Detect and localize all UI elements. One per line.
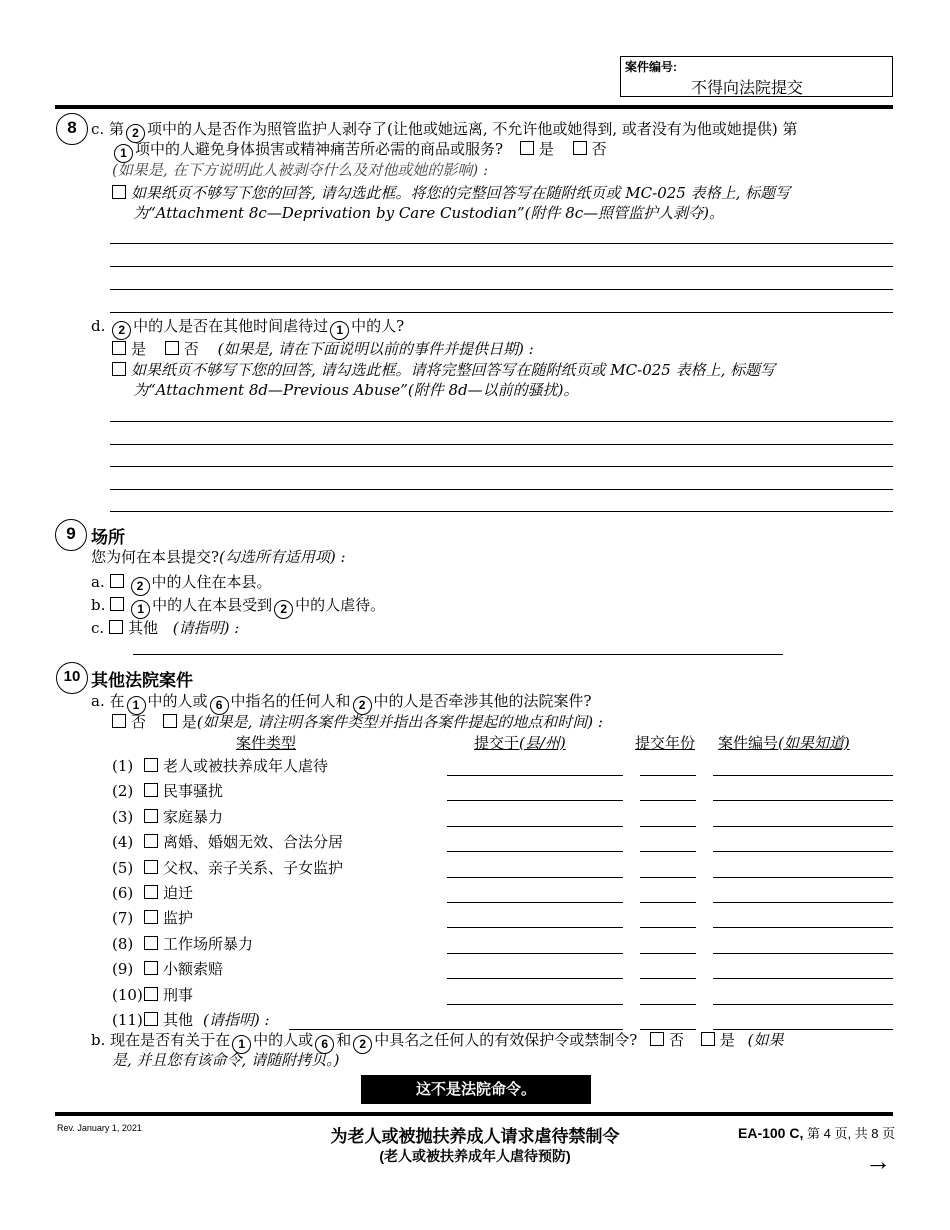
8c-answer-line[interactable] — [110, 312, 893, 313]
case-number-field[interactable] — [713, 953, 893, 954]
10b-no-checkbox[interactable] — [650, 1032, 664, 1046]
top-rule — [55, 105, 893, 109]
ref-1: 1 — [330, 321, 349, 340]
case-number-field[interactable] — [713, 826, 893, 827]
case-row-checkbox[interactable] — [144, 1012, 158, 1026]
case-year-field[interactable] — [640, 826, 696, 827]
col-header-case-type: 案件类型 — [236, 734, 297, 752]
form-id: EA-100 C, 第 4 页, 共 8 页 — [738, 1125, 896, 1141]
8d-answer-line[interactable] — [110, 444, 893, 445]
case-year-field[interactable] — [640, 877, 696, 878]
case-number-field[interactable] — [713, 1004, 893, 1005]
9b-checkbox[interactable] — [110, 597, 124, 611]
case-row-checkbox[interactable] — [144, 910, 158, 924]
case-row-number: (5) — [112, 859, 134, 877]
case-row-checkbox[interactable] — [144, 987, 158, 1001]
case-row-label: 小额索赔 — [163, 960, 224, 978]
case-number-label: 案件编号: — [625, 60, 677, 74]
col-header-case-number: 案件编号(如果知道) — [718, 734, 850, 752]
case-year-field[interactable] — [640, 902, 696, 903]
case-row — [112, 934, 253, 954]
item-8c-line2: 1 项中的人避免身体损害或精神痛苦所必需的商品或服务? 是 否 — [112, 139, 607, 163]
case-filed-in-field[interactable] — [447, 1004, 623, 1005]
form-subtitle: (老人或被扶养成年人虐待预防) — [379, 1148, 571, 1164]
ref-1: 1 — [114, 144, 133, 163]
8d-attach-line1: 如果纸页不够写下您的回答, 请勾选此框。请将完整回答写在随附纸页或 MC-025 表格上, 标题写 — [112, 360, 775, 380]
8d-answer-line[interactable] — [110, 489, 893, 490]
case-number-field[interactable] — [713, 978, 893, 979]
8c-no-checkbox[interactable] — [573, 141, 587, 155]
case-row-checkbox[interactable] — [144, 885, 158, 899]
section-9-option-c: c. 其他 (请指明) : — [91, 619, 240, 637]
case-filed-in-field[interactable] — [447, 800, 623, 801]
item-8d-options: 是 否 (如果是, 请在下面说明以前的事件并提供日期) : — [112, 339, 534, 359]
case-filed-in-field[interactable] — [447, 902, 623, 903]
item-8c-line1: c. 第 2 项中的人是否作为照管监护人剥夺了(让他或她远离, 不允许他或她得到, 或者没有为他或她提供) 第 — [91, 119, 798, 143]
case-row-number: (4) — [112, 833, 134, 851]
8c-answer-line[interactable] — [110, 266, 893, 267]
case-row-label: 工作场所暴力 — [163, 935, 254, 953]
8c-attach-line1: 如果纸页不够写下您的回答, 请勾选此框。将您的完整回答写在随附纸页或 MC-025 表格上, 标题写 — [112, 183, 790, 203]
8d-instruction: (如果是, 请在下面说明以前的事件并提供日期) : — [217, 340, 534, 358]
form-title: 为老人或被抛扶养成人请求虐待禁制令 — [330, 1127, 620, 1146]
case-number-box — [620, 56, 893, 97]
case-row-label: 民事骚扰 — [163, 782, 224, 800]
section-10-title: 其他法院案件 — [91, 671, 193, 690]
8d-yes-checkbox[interactable] — [112, 341, 126, 355]
case-filed-in-field[interactable] — [447, 851, 623, 852]
section-10a-question: a. 在 1 中的人或 6 中指名的任何人和 2 中的人是否牵涉其他的法院案件? — [91, 691, 592, 715]
case-year-field[interactable] — [640, 775, 696, 776]
case-filed-in-field[interactable] — [447, 978, 623, 979]
case-row-checkbox[interactable] — [144, 783, 158, 797]
section-9-title: 场所 — [91, 528, 125, 547]
9c-checkbox[interactable] — [109, 620, 123, 634]
case-year-field[interactable] — [640, 978, 696, 979]
case-row — [112, 908, 193, 928]
case-row-label: 刑事 — [163, 986, 194, 1004]
case-year-field[interactable] — [640, 1004, 696, 1005]
case-year-field[interactable] — [640, 953, 696, 954]
case-row-number: (8) — [112, 935, 134, 953]
8c-no-label: 否 — [591, 140, 607, 158]
case-row-checkbox[interactable] — [144, 936, 158, 950]
item-8d-question: d. 2 中的人是否在其他时间虐待过 1 中的人? — [91, 316, 404, 340]
case-row — [112, 1010, 270, 1030]
section-10a-options: 否 是(如果是, 请注明各案件类型并指出各案件提起的地点和时间) : — [112, 712, 603, 732]
case-row-checkbox[interactable] — [144, 834, 158, 848]
case-row — [112, 985, 193, 1005]
case-row-number: (10) — [112, 986, 143, 1004]
case-row-number: (9) — [112, 960, 134, 978]
8d-answer-line[interactable] — [110, 466, 893, 467]
8d-answer-line[interactable] — [110, 511, 893, 512]
case-filed-in-field[interactable] — [447, 826, 623, 827]
section-number-9: 9 — [55, 519, 87, 551]
case-row — [112, 781, 223, 801]
case-row-checkbox[interactable] — [144, 809, 158, 823]
case-row-checkbox[interactable] — [144, 961, 158, 975]
case-year-field[interactable] — [640, 927, 696, 928]
section-9-question: 您为何在本县提交?(勾选所有适用项) : — [91, 548, 346, 566]
ref-2: 2 — [112, 321, 131, 340]
case-row-number: (6) — [112, 884, 134, 902]
case-filed-in-field[interactable] — [447, 927, 623, 928]
case-number-field[interactable] — [713, 877, 893, 878]
8d-answer-line[interactable] — [110, 421, 893, 422]
case-filed-in-field[interactable] — [447, 775, 623, 776]
section-9-option-b: b. 1 中的人在本县受到 2 中的人虐待。 — [91, 595, 385, 619]
section-number-8: 8 — [56, 113, 88, 145]
case-row-label: 父权、亲子关系、子女监护 — [163, 859, 344, 877]
case-row-number: (11) — [112, 1011, 143, 1029]
case-row-label: 离婚、婚姻无效、合法分居 — [163, 833, 344, 851]
case-row-number: (3) — [112, 808, 134, 826]
8c-instruction: (如果是, 在下方说明此人被剥夺什么及对他或她的影响) : — [112, 161, 489, 179]
case-row — [112, 959, 223, 979]
case-row-number: (1) — [112, 757, 134, 775]
section-9-option-a: a. 2 中的人住在本县。 — [91, 572, 272, 596]
8c-answer-line[interactable] — [110, 289, 893, 290]
case-row-label: 其他 — [163, 1011, 194, 1029]
8c-yes-label: 是 — [538, 140, 554, 158]
10a-no-checkbox[interactable] — [112, 714, 126, 728]
case-row — [112, 883, 193, 903]
case-row-label: 家庭暴力 — [163, 808, 224, 826]
section-10b-question: b. 现在是否有关于在 1 中的人或 6 和 2 中具名之任何人的有效保护令或禁制令? 否 是 (如果 — [91, 1030, 783, 1054]
8c-yes-checkbox[interactable] — [520, 141, 534, 155]
case-row — [112, 832, 343, 852]
8c-attach-line2: 为“Attachment 8c—Deprivation by Care Custodian”(附件 8c—照管监护人剥夺)。 — [133, 204, 725, 222]
revision-date: Rev. January 1, 2021 — [57, 1123, 142, 1133]
case-number-field[interactable] — [713, 800, 893, 801]
case-number-field[interactable] — [713, 775, 893, 776]
case-row-label: 监护 — [163, 909, 194, 927]
col-header-filed-in: 提交于(县/州) — [474, 734, 566, 752]
8d-attach-checkbox[interactable] — [112, 362, 126, 376]
case-year-field[interactable] — [640, 800, 696, 801]
case-row-checkbox[interactable] — [144, 860, 158, 874]
col-header-year: 提交年份 — [635, 734, 696, 752]
case-year-field[interactable] — [640, 851, 696, 852]
8d-attach-line2: 为“Attachment 8d—Previous Abuse”(附件 8d—以前的骚扰)。 — [133, 381, 579, 399]
8c-answer-line[interactable] — [110, 243, 893, 244]
case-number-field[interactable] — [713, 902, 893, 903]
case-filed-in-field[interactable] — [447, 953, 623, 954]
case-row-checkbox[interactable] — [144, 758, 158, 772]
case-row-label: 老人或被扶养成年人虐待 — [163, 757, 329, 775]
ref-2: 2 — [126, 124, 145, 143]
case-row — [112, 756, 328, 776]
case-row-label: 迫迁 — [163, 884, 194, 902]
8c-attach-checkbox[interactable] — [112, 185, 126, 199]
section-10b-note: 是, 并且您有该命令, 请随附拷贝。) — [112, 1051, 340, 1069]
9c-specify-line[interactable] — [133, 654, 783, 655]
case-number-field[interactable] — [713, 851, 893, 852]
footer-rule — [55, 1112, 893, 1116]
10b-yes-checkbox[interactable] — [701, 1032, 715, 1046]
10a-yes-checkbox[interactable] — [163, 714, 177, 728]
case-row-note: (请指明) : — [203, 1011, 270, 1029]
next-page-arrow-icon: → — [865, 1146, 891, 1176]
case-filed-in-field[interactable] — [447, 877, 623, 878]
case-number-value[interactable]: 不得向法院提交 — [691, 80, 804, 97]
case-row-number: (7) — [112, 909, 134, 927]
case-row — [112, 858, 343, 878]
section-number-10: 10 — [56, 662, 88, 694]
not-court-order-banner: 这不是法院命令。 — [361, 1075, 591, 1104]
case-row-number: (2) — [112, 782, 134, 800]
case-row — [112, 807, 223, 827]
9a-checkbox[interactable] — [110, 574, 124, 588]
8d-no-checkbox[interactable] — [165, 341, 179, 355]
case-number-field[interactable] — [713, 927, 893, 928]
